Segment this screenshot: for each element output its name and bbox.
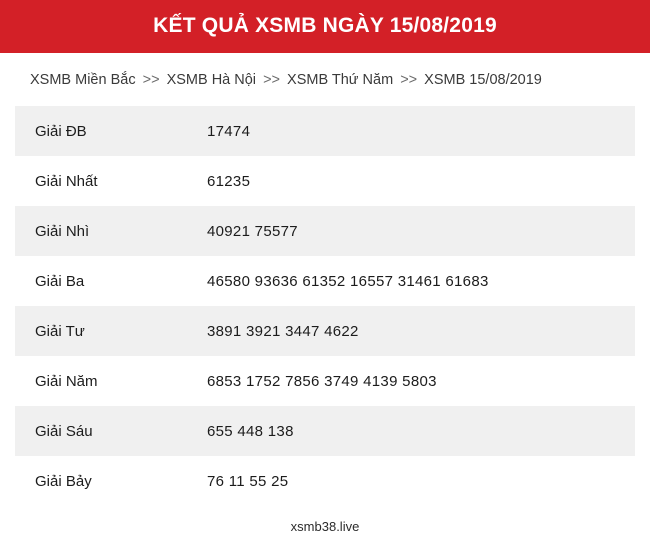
prize-numbers: 3891 3921 3447 4622 <box>207 322 359 340</box>
prize-numbers: 17474 <box>207 122 251 140</box>
prize-numbers: 76 11 55 25 <box>207 472 289 490</box>
table-row <box>15 256 635 306</box>
footer <box>0 506 650 550</box>
prize-label: Giải Nhất <box>35 172 98 190</box>
table-row <box>15 106 635 156</box>
site-name: xsmb38.live <box>290 518 360 534</box>
breadcrumb-item-1[interactable]: XSMB Hà Nội <box>166 72 257 88</box>
prize-label: Giải Sáu <box>35 422 93 440</box>
breadcrumb <box>0 53 650 106</box>
prize-label: Giải Tư <box>35 322 85 340</box>
prize-label: Giải Ba <box>35 272 85 290</box>
breadcrumb-separator: >> <box>263 72 280 88</box>
prize-label: Giải Nhì <box>35 222 90 240</box>
breadcrumb-separator: >> <box>142 72 160 88</box>
table-row <box>15 356 635 406</box>
table-row <box>15 306 635 356</box>
prize-numbers: 61235 <box>207 172 251 190</box>
prize-label: Giải ĐB <box>35 122 87 140</box>
table-row <box>15 156 635 206</box>
table-row <box>15 206 635 256</box>
table-row <box>15 456 635 506</box>
lottery-results-table <box>15 106 635 506</box>
prize-numbers: 46580 93636 61352 16557 31461 61683 <box>207 272 489 290</box>
breadcrumb-item-3[interactable]: XSMB 15/08/2019 <box>424 72 542 88</box>
prize-numbers: 655 448 138 <box>207 422 294 440</box>
prize-numbers: 6853 1752 7856 3749 4139 5803 <box>207 372 437 390</box>
breadcrumb-item-0[interactable]: XSMB Miền Bắc <box>30 72 136 88</box>
prize-label: Giải Năm <box>35 372 98 390</box>
table-row <box>15 406 635 456</box>
prize-label: Giải Bảy <box>35 472 92 490</box>
breadcrumb-separator: >> <box>400 72 418 88</box>
prize-numbers: 40921 75577 <box>207 222 298 240</box>
page-title: KẾT QUẢ XSMB NGÀY 15/08/2019 <box>0 0 650 53</box>
breadcrumb-item-2[interactable]: XSMB Thứ Năm <box>287 72 394 88</box>
